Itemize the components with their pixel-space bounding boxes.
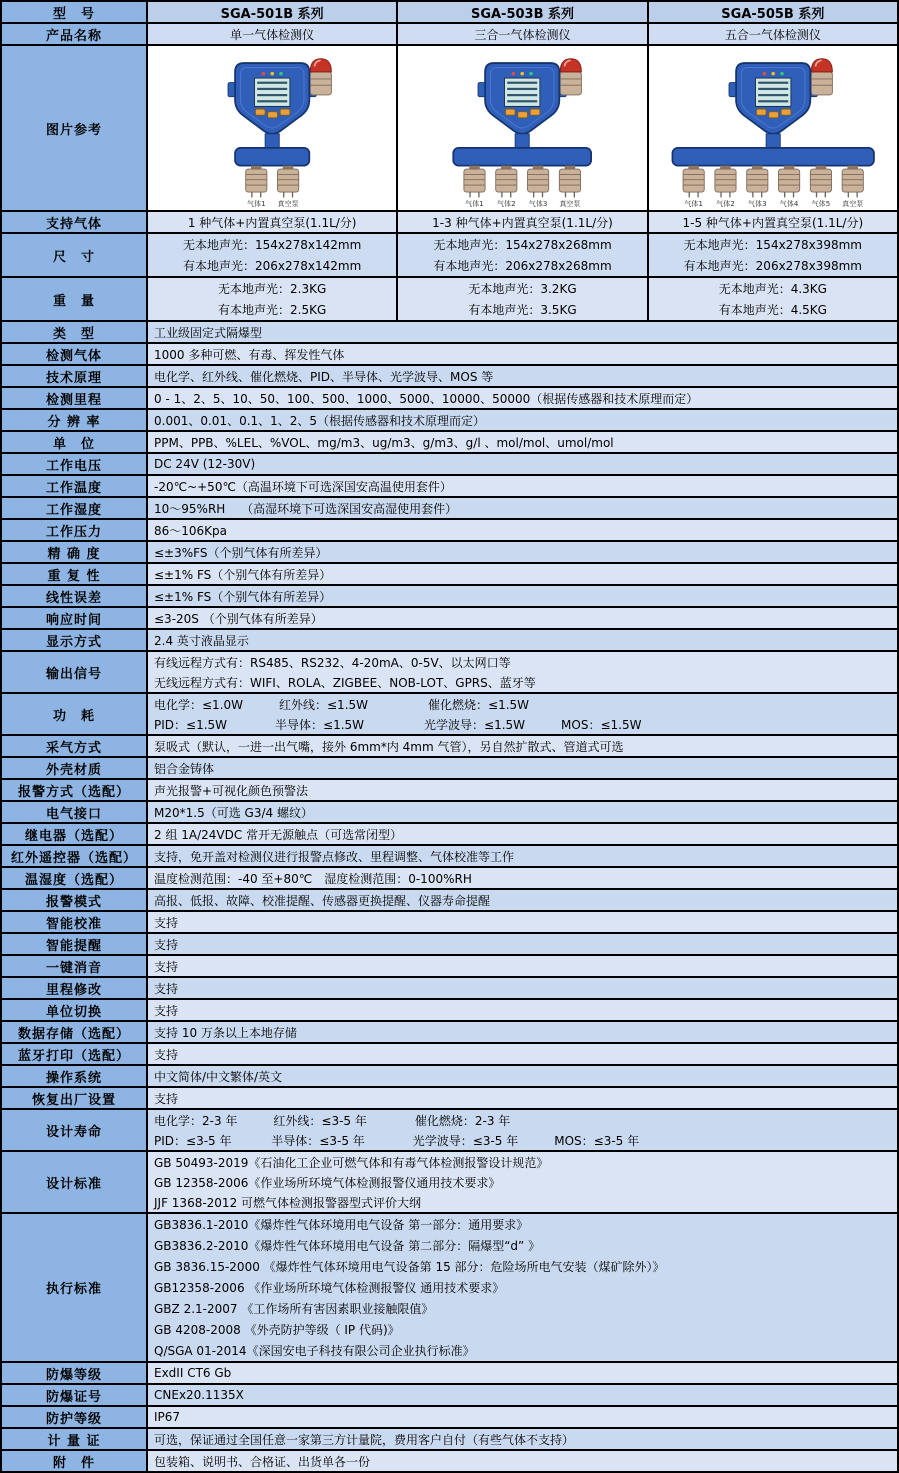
spec-line: GB3836.1-2010《爆炸性气体环境用电气设备 第一部分：通用要求》 [154, 1218, 529, 1232]
spec-row [2, 1449, 897, 1471]
spec-label: 里程修改 [2, 978, 148, 998]
weight-line: 有本地声光：4.5KG [718, 303, 827, 317]
svg-text:气体1: 气体1 [465, 199, 485, 208]
svg-text:气体1: 气体1 [683, 199, 703, 208]
spec-row [2, 430, 897, 452]
spec-line: JJF 1368-2012 可燃气体检测报警器型式评价大纲 [154, 1195, 422, 1210]
spec-row [2, 452, 897, 474]
spec-row [2, 1150, 897, 1212]
spec-label: 操作系统 [2, 1066, 148, 1086]
supported-gas-503b: 1-3 种气体+内置真空泵(1.1L/分) [398, 212, 648, 232]
spec-content [148, 608, 897, 628]
spec-row [2, 1427, 897, 1449]
product-image-503b [398, 46, 648, 210]
weight-503b [398, 278, 648, 320]
spec-content [148, 1110, 897, 1150]
series-name-505b: SGA-505B 系列 [649, 2, 897, 22]
svg-text:气体3: 气体3 [747, 199, 767, 208]
spec-row [2, 1383, 897, 1405]
spec-label: 计 量 证 [2, 1429, 148, 1449]
spec-row [2, 1086, 897, 1108]
spec-content [148, 366, 897, 386]
spec-row [2, 320, 897, 342]
spec-line: GB 3836.15-2000 《爆炸性气体环境用电气设备第 15 部分：危险场所电气安装（煤矿除外）》 [154, 1260, 665, 1274]
spec-label: 检测气体 [2, 344, 148, 364]
spec-row [2, 1212, 897, 1361]
spec-line: GB12358-2006 《作业场所环境气体检测报警仪 通用技术要求》 [154, 1281, 505, 1295]
spec-line: 高报、低报、故障、校准提醒、传感器更换提醒、仪器寿命提醒 [154, 893, 491, 908]
spec-row [2, 866, 897, 888]
spec-line: 工业级固定式隔爆型 [154, 325, 263, 340]
spec-content [148, 1429, 897, 1449]
spec-line: 支持 10 万条以上本地存储 [154, 1025, 297, 1040]
model-label: 型 号 [2, 2, 148, 22]
spec-label: 输出信号 [2, 652, 148, 692]
spec-row [2, 1361, 897, 1383]
spec-row [2, 888, 897, 910]
spec-row [2, 844, 897, 866]
svg-text:气体5: 气体5 [811, 199, 830, 208]
spec-line: GB3836.2-2010《爆炸性气体环境用电气设备 第二部分：隔爆型“d” 》 [154, 1239, 541, 1253]
spec-label: 工作电压 [2, 454, 148, 474]
spec-label: 报警方式（选配） [2, 780, 148, 800]
size-503b [398, 234, 648, 276]
spec-line: ≤±1% FS（个别气体有所差异） [154, 589, 332, 604]
spec-row [2, 584, 897, 606]
weight-line: 无本地声光：4.3KG [718, 282, 827, 296]
spec-line: 电化学：2-3 年 红外线：≤3-5 年 催化燃烧：2-3 年 [154, 1113, 511, 1128]
spec-label: 恢复出厂设置 [2, 1088, 148, 1108]
spec-label: 防爆证号 [2, 1385, 148, 1405]
spec-row [2, 954, 897, 976]
spec-row [2, 778, 897, 800]
spec-label: 工作压力 [2, 520, 148, 540]
spec-content [148, 630, 897, 650]
spec-line: GBZ 2.1-2007 《工作场所有害因素职业接触限值》 [154, 1302, 434, 1316]
spec-content [148, 586, 897, 606]
spec-label: 设计标准 [2, 1152, 148, 1212]
weight-row [2, 276, 897, 320]
spec-line: PID：≤3-5 年 半导体：≤3-5 年 光学波导：≤3-5 年 MOS：≤3-5 年 [154, 1133, 640, 1148]
spec-content [148, 388, 897, 408]
spec-content [148, 694, 897, 734]
spec-content [148, 476, 897, 496]
spec-content [148, 1385, 897, 1405]
spec-line: 声光报警+可视化颜色预警法 [154, 783, 309, 798]
spec-line: 86～106Kpa [154, 523, 228, 538]
spec-line: -20℃~+50℃（高温环境下可选深国安高温使用套件） [154, 479, 452, 494]
spec-line: ≤±3%FS（个别气体有所差异） [154, 545, 328, 560]
spec-line: 支持 [154, 1047, 179, 1062]
spec-row [2, 540, 897, 562]
spec-row [2, 628, 897, 650]
spec-row [2, 800, 897, 822]
spec-label: 执行标准 [2, 1214, 148, 1361]
spec-label: 精 确 度 [2, 542, 148, 562]
spec-label: 防护等级 [2, 1407, 148, 1427]
spec-row [2, 496, 897, 518]
spec-content [148, 1022, 897, 1042]
spec-label: 一键消音 [2, 956, 148, 976]
spec-label: 工作温度 [2, 476, 148, 496]
supported-gas-501b: 1 种气体+内置真空泵(1.1L/分) [148, 212, 398, 232]
supported-gas-label: 支持气体 [2, 212, 148, 232]
spec-label: 数据存储（选配） [2, 1022, 148, 1042]
svg-text:气体2: 气体2 [715, 199, 735, 208]
spec-line: 支持，免开盖对检测仪进行报警点修改、里程调整、气体校准等工作 [154, 849, 515, 864]
spec-label: 响应时间 [2, 608, 148, 628]
spec-content [148, 780, 897, 800]
supported-gas-row [2, 210, 897, 232]
spec-label: 外壳材质 [2, 758, 148, 778]
svg-text:气体3: 气体3 [529, 199, 548, 208]
weight-line: 有本地声光：3.5KG [468, 303, 577, 317]
weight-line: 有本地声光：2.5KG [218, 303, 327, 317]
size-line: 无本地声光：154x278x398mm [683, 238, 862, 252]
supported-gas-505b: 1-5 种气体+内置真空泵(1.1L/分) [649, 212, 897, 232]
spec-line: 铝合金铸体 [154, 761, 215, 776]
spec-line: 包装箱、说明书、合格证、出货单各一份 [154, 1454, 371, 1469]
spec-row [2, 1042, 897, 1064]
spec-content [148, 824, 897, 844]
spec-row [2, 386, 897, 408]
spec-line: GB 50493-2019《石油化工企业可燃气体和有毒气体检测报警设计规范》 [154, 1155, 549, 1170]
spec-line: 2 组 1A/24VDC 常开无源触点（可选常闭型） [154, 827, 403, 842]
spec-line: 温度检测范围：-40 至+80℃ 湿度检测范围：0-100%RH [154, 871, 472, 886]
spec-label: 线性误差 [2, 586, 148, 606]
spec-label: 设计寿命 [2, 1110, 148, 1150]
spec-line: PID：≤1.5W 半导体：≤1.5W 光学波导：≤1.5W MOS：≤1.5W [154, 717, 642, 732]
spec-content [148, 1066, 897, 1086]
spec-content [148, 1407, 897, 1427]
spec-label: 技术原理 [2, 366, 148, 386]
weight-505b [649, 278, 897, 320]
spec-line: 支持 [154, 1091, 179, 1106]
spec-line: 10～95%RH （高湿环境下可选深国安高湿使用套件） [154, 501, 458, 516]
spec-line: CNEx20.1135X [154, 1388, 244, 1402]
spec-line: 支持 [154, 915, 179, 930]
spec-line: ExdII CT6 Gb [154, 1366, 232, 1380]
spec-content [148, 758, 897, 778]
spec-label: 显示方式 [2, 630, 148, 650]
spec-row [2, 822, 897, 844]
weight-label: 重 量 [2, 278, 148, 320]
series-name-503b: SGA-503B 系列 [398, 2, 648, 22]
product-image-505b [649, 46, 897, 210]
spec-content [148, 322, 897, 342]
spec-content [148, 432, 897, 452]
size-label: 尺 寸 [2, 234, 148, 276]
svg-text:气体1: 气体1 [246, 199, 266, 208]
spec-row [2, 910, 897, 932]
spec-content [148, 520, 897, 540]
spec-row [2, 734, 897, 756]
spec-row [2, 518, 897, 540]
spec-line: Q/SGA 01-2014《深国安电子科技有限公司企业执行标准》 [154, 1344, 475, 1358]
spec-label: 检测里程 [2, 388, 148, 408]
spec-line: 电化学：≤1.0W 红外线：≤1.5W 催化燃烧：≤1.5W [154, 697, 530, 712]
spec-row [2, 1020, 897, 1042]
spec-line: 有线远程方式有：RS485、RS232、4-20mA、0-5V、以太网口等 [154, 655, 511, 670]
spec-row [2, 1405, 897, 1427]
spec-row [2, 756, 897, 778]
spec-row [2, 692, 897, 734]
spec-line: 1000 多种可燃、有毒、挥发性气体 [154, 347, 345, 362]
spec-label: 功 耗 [2, 694, 148, 734]
spec-content [148, 1088, 897, 1108]
product-name-505b: 五合一气体检测仪 [649, 24, 897, 44]
size-line: 有本地声光：206x278x398mm [683, 259, 862, 273]
spec-content [148, 1451, 897, 1471]
spec-content [148, 802, 897, 822]
spec-row [2, 650, 897, 692]
spec-line: 电化学、红外线、催化燃烧、PID、半导体、光学波导、MOS 等 [154, 369, 494, 384]
spec-label: 报警模式 [2, 890, 148, 910]
weight-501b [148, 278, 398, 320]
svg-text:气体2: 气体2 [497, 199, 516, 208]
spec-content [148, 1152, 897, 1212]
spec-label: 红外遥控器（选配） [2, 846, 148, 866]
spec-row [2, 474, 897, 496]
spec-content [148, 868, 897, 888]
spec-content [148, 736, 897, 756]
spec-content [148, 846, 897, 866]
spec-label: 继电器（选配） [2, 824, 148, 844]
svg-text:真空泵: 真空泵 [277, 199, 299, 208]
spec-content [148, 1000, 897, 1020]
spec-rows-section [2, 320, 897, 1471]
spec-row [2, 364, 897, 386]
product-name-label: 产品名称 [2, 24, 148, 44]
spec-row [2, 998, 897, 1020]
spec-line: 2.4 英寸液晶显示 [154, 633, 249, 648]
spec-label: 防爆等级 [2, 1363, 148, 1383]
spec-row [2, 932, 897, 954]
spec-row [2, 408, 897, 430]
spec-line: 支持 [154, 981, 179, 996]
spec-line: 0 - 1、2、5、10、50、100、500、1000、5000、10000、50000（根据传感器和技术原理而定） [154, 391, 699, 406]
spec-line: M20*1.5（可选 G3/4 螺纹） [154, 805, 313, 820]
weight-line: 无本地声光：2.3KG [218, 282, 327, 296]
spec-label: 附 件 [2, 1451, 148, 1471]
spec-row [2, 976, 897, 998]
spec-line: IP67 [154, 1410, 181, 1424]
spec-label: 电气接口 [2, 802, 148, 822]
spec-label: 重 复 性 [2, 564, 148, 584]
spec-content [148, 344, 897, 364]
spec-line: PPM、PPB、%LEL、%VOL、mg/m3、ug/m3、g/m3、g/l 、mol/mol、umol/mol [154, 435, 614, 450]
spec-line: 支持 [154, 937, 179, 952]
spec-content [148, 912, 897, 932]
svg-text:真空泵: 真空泵 [559, 199, 581, 208]
product-name-501b: 单一气体检测仪 [148, 24, 398, 44]
spec-content [148, 1363, 897, 1383]
spec-label: 类 型 [2, 322, 148, 342]
size-row [2, 232, 897, 276]
spec-label: 单 位 [2, 432, 148, 452]
product-image-501b [148, 46, 398, 210]
weight-line: 无本地声光：3.2KG [468, 282, 577, 296]
spec-content [148, 498, 897, 518]
spec-content [148, 1214, 897, 1361]
spec-line: 支持 [154, 959, 179, 974]
size-line: 有本地声光：206x278x142mm [183, 259, 362, 273]
spec-label: 单位切换 [2, 1000, 148, 1020]
image-reference-row [2, 44, 897, 210]
spec-line: GB 4208-2008 《外壳防护等级（ IP 代码)》 [154, 1323, 400, 1337]
svg-text:气体4: 气体4 [779, 199, 799, 208]
spec-content [148, 978, 897, 998]
spec-content [148, 1044, 897, 1064]
spec-line: 泵吸式（默认，一进一出气嘴，接外 6mm*内 4mm 气管），另自然扩散式、管道式可选 [154, 739, 624, 754]
model-row [2, 2, 897, 22]
svg-text:真空泵: 真空泵 [841, 199, 863, 208]
spec-line: ≤±1% FS（个别气体有所差异） [154, 567, 332, 582]
spec-label: 分 辨 率 [2, 410, 148, 430]
size-line: 无本地声光：154x278x268mm [433, 238, 612, 252]
spec-row [2, 1064, 897, 1086]
spec-line: 中文简体/中文繁体/英文 [154, 1069, 283, 1084]
size-501b [148, 234, 398, 276]
product-name-503b: 三合一气体检测仪 [398, 24, 648, 44]
spec-content [148, 934, 897, 954]
spec-content [148, 454, 897, 474]
spec-row [2, 342, 897, 364]
spec-content [148, 410, 897, 430]
spec-label: 智能提醒 [2, 934, 148, 954]
spec-label: 智能校准 [2, 912, 148, 932]
spec-line: 支持 [154, 1003, 179, 1018]
spec-label: 工作湿度 [2, 498, 148, 518]
spec-content [148, 564, 897, 584]
size-line: 无本地声光：154x278x142mm [183, 238, 362, 252]
spec-line: 0.001、0.01、0.1、1、2、5（根据传感器和技术原理而定） [154, 413, 486, 428]
image-reference-label: 图片参考 [2, 46, 148, 210]
spec-label: 温湿度（选配） [2, 868, 148, 888]
size-line: 有本地声光：206x278x268mm [433, 259, 612, 273]
spec-content [148, 956, 897, 976]
size-505b [649, 234, 897, 276]
spec-row [2, 606, 897, 628]
spec-label: 采气方式 [2, 736, 148, 756]
spec-row [2, 1108, 897, 1150]
spec-line: 可选，保证通过全国任意一家第三方计量院，费用客户自付（有些气体不支持） [154, 1432, 575, 1447]
spec-label: 蓝牙打印（选配） [2, 1044, 148, 1064]
spec-content [148, 542, 897, 562]
spec-line: DC 24V (12-30V) [154, 457, 256, 471]
spec-content [148, 890, 897, 910]
spec-line: ≤3-20S （个别气体有所差异） [154, 611, 323, 626]
spec-line: 无线远程方式有：WIFI、ROLA、ZIGBEE、NOB-LOT、GPRS、蓝牙等 [154, 675, 536, 690]
spec-row [2, 562, 897, 584]
spec-content [148, 652, 897, 692]
series-name-501b: SGA-501B 系列 [148, 2, 398, 22]
product-name-row [2, 22, 897, 44]
spec-line: GB 12358-2006《作业场所环境气体检测报警仪通用技术要求》 [154, 1175, 501, 1190]
